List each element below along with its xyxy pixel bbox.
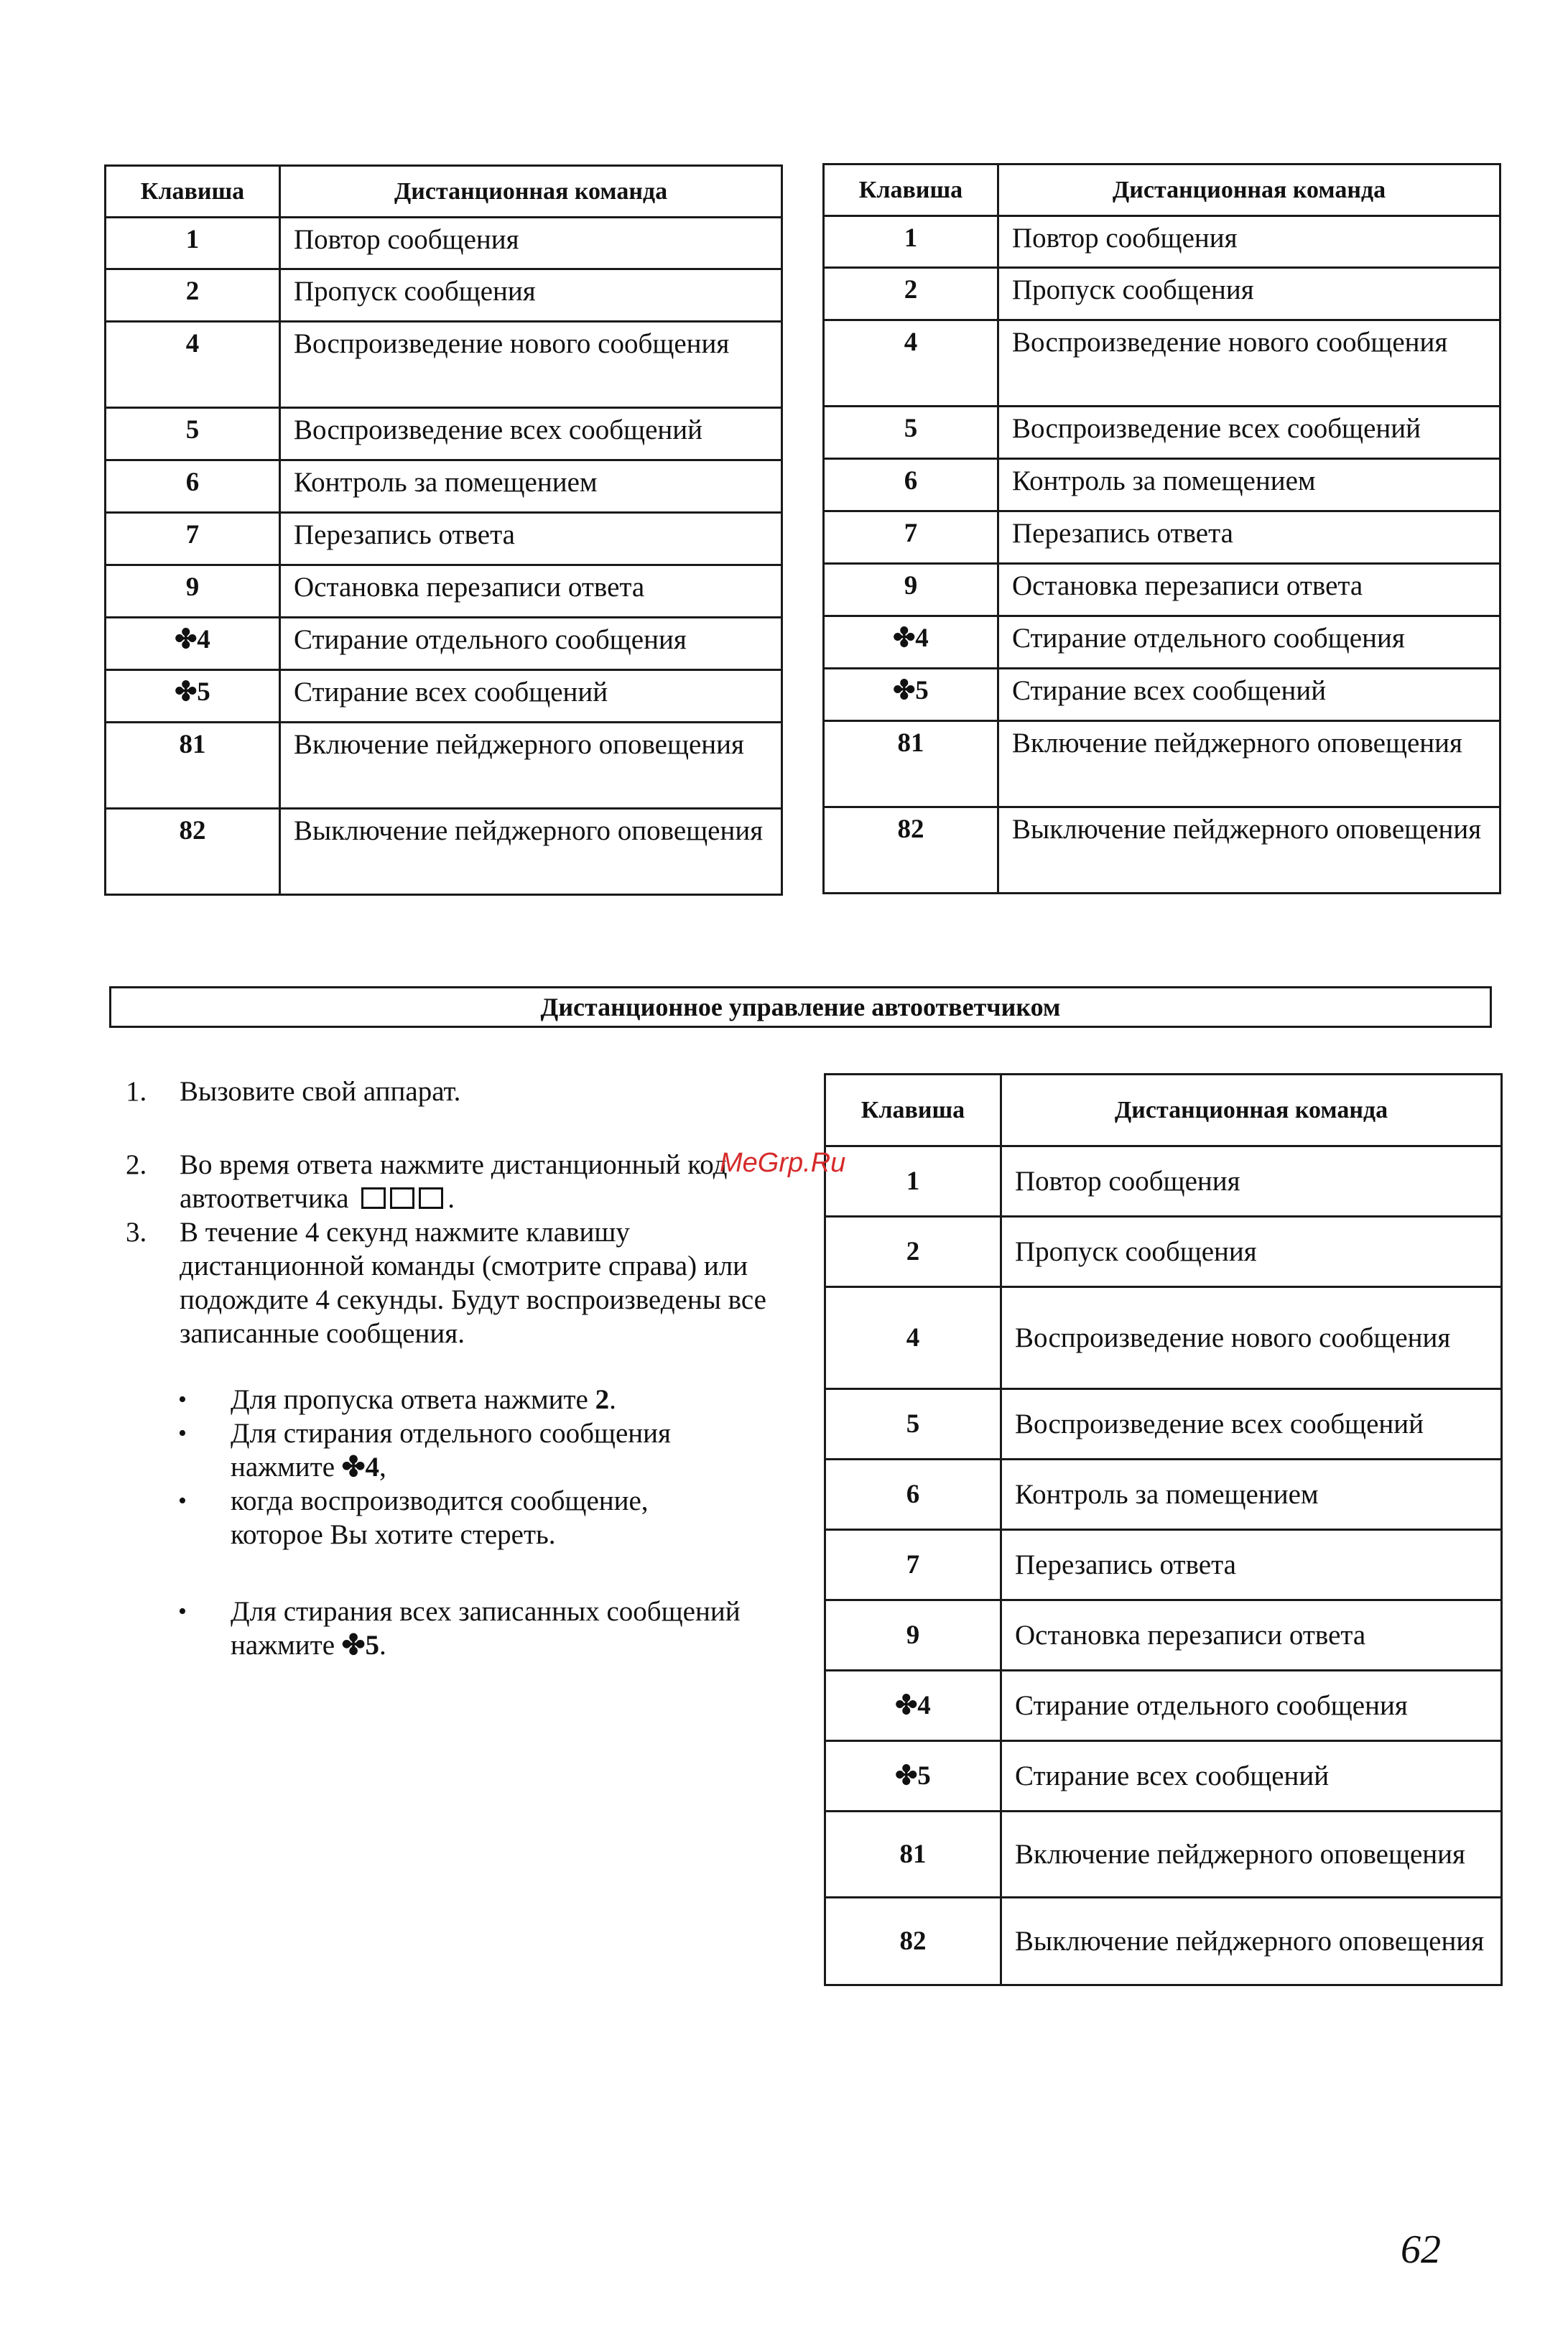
table-row (824, 459, 1500, 511)
key-cell: 1 (106, 218, 280, 269)
commands-table-right (822, 163, 1501, 894)
key-cell: ✤5 (106, 670, 280, 723)
step-text: Вызовите свой аппарат. (180, 1076, 461, 1107)
code-digit-box (419, 1187, 443, 1209)
table-row (824, 564, 1500, 616)
key-cell: 9 (106, 565, 280, 618)
command-cell: Воспроизведение всех сообщений (1001, 1389, 1502, 1460)
key-emphasis: ✤5 (341, 1630, 379, 1661)
table-row (106, 513, 782, 565)
table-row (106, 723, 782, 809)
table-row (824, 807, 1500, 894)
command-cell: Воспроизведение нового сообщения (280, 322, 782, 408)
key-cell: 4 (825, 1287, 1001, 1389)
table-row (106, 322, 782, 408)
watermark: MeGrp.Ru (720, 1148, 846, 1178)
command-cell: Пропуск сообщения (280, 269, 782, 322)
table-row (825, 1898, 1502, 1985)
bullet-text: Для стирания отдельного сообщения нажмите (231, 1418, 671, 1483)
step-number: 2. (126, 1149, 147, 1180)
table-row (824, 511, 1500, 564)
command-cell: Выключение пейджерного оповещения (1001, 1898, 1502, 1985)
key-cell: ✤4 (825, 1671, 1001, 1741)
command-cell: Стирание всех сообщений (998, 669, 1500, 721)
instructions (122, 1075, 776, 1662)
list-item (122, 1383, 776, 1416)
table-row (106, 565, 782, 618)
step-text: В течение 4 секунд нажмите клавишу дистанционной команды (смотрите справа) или подождите 4 секунды. Будут воспроизведены все записанные сообщения. (180, 1217, 766, 1349)
step-2 (122, 1148, 776, 1215)
table-row (825, 1389, 1502, 1460)
table-row (106, 809, 782, 895)
step-3 (122, 1215, 776, 1350)
key-cell: 81 (824, 721, 998, 807)
header-command: Дистанционная команда (1001, 1075, 1502, 1146)
bullet-after: . (609, 1384, 616, 1415)
step-text: Во время ответа нажмите дистанционный код автоответчика (180, 1149, 728, 1214)
command-cell: Выключение пейджерного оповещения (280, 809, 782, 895)
table-row (106, 218, 782, 269)
command-cell: Перезапись ответа (998, 511, 1500, 564)
commands-table-bottom (824, 1073, 1503, 1986)
table-row (825, 1217, 1502, 1287)
key-cell: 9 (824, 564, 998, 616)
table-row (825, 1460, 1502, 1530)
command-cell: Стирание отдельного сообщения (998, 616, 1500, 669)
key-cell: 7 (824, 511, 998, 564)
header-command: Дистанционная команда (998, 164, 1500, 216)
page-number: 62 (1401, 2227, 1441, 2272)
table-row (825, 1741, 1502, 1812)
key-cell: 5 (825, 1389, 1001, 1460)
bullet-list (122, 1383, 776, 1662)
command-cell: Остановка перезаписи ответа (998, 564, 1500, 616)
command-cell: Повтор сообщения (998, 216, 1500, 268)
command-cell: Перезапись ответа (1001, 1530, 1502, 1600)
key-cell: 9 (825, 1600, 1001, 1671)
command-cell: Пропуск сообщения (1001, 1217, 1502, 1287)
bullet-text: когда воспроизводится сообщение, которое Вы хотите стереть. (231, 1485, 649, 1550)
command-cell: Включение пейджерного оповещения (1001, 1812, 1502, 1898)
command-cell: Пропуск сообщения (998, 268, 1500, 320)
header-key: Клавиша (106, 166, 280, 218)
bullet-text: Для пропуска ответа нажмите (231, 1384, 588, 1415)
header-key: Клавиша (825, 1075, 1001, 1146)
key-emphasis: 2 (595, 1384, 610, 1415)
key-cell: 82 (825, 1898, 1001, 1985)
command-cell: Воспроизведение нового сообщения (998, 320, 1500, 407)
command-cell: Контроль за помещением (1001, 1460, 1502, 1530)
key-cell: 5 (106, 408, 280, 460)
command-cell: Включение пейджерного оповещения (998, 721, 1500, 807)
key-cell: 7 (825, 1530, 1001, 1600)
bullet-icon: • (178, 1488, 187, 1514)
header-command: Дистанционная команда (280, 166, 782, 218)
remote-code (361, 1183, 447, 1214)
table-row (824, 320, 1500, 407)
key-cell: 4 (106, 322, 280, 408)
key-cell: 81 (825, 1812, 1001, 1898)
command-cell: Стирание всех сообщений (280, 670, 782, 723)
table-row (825, 1530, 1502, 1600)
bullet-after: . (379, 1630, 386, 1661)
bullet-icon: • (178, 1386, 187, 1413)
table-row (825, 1600, 1502, 1671)
section-title: Дистанционное управление автоответчиком (109, 986, 1492, 1028)
key-emphasis: ✤4 (341, 1452, 379, 1483)
table-row (824, 216, 1500, 268)
command-cell: Перезапись ответа (280, 513, 782, 565)
key-cell: 2 (825, 1217, 1001, 1287)
table-row (106, 269, 782, 322)
table-row (824, 669, 1500, 721)
command-cell: Остановка перезаписи ответа (280, 565, 782, 618)
step-number: 1. (126, 1076, 147, 1107)
command-cell: Контроль за помещением (998, 459, 1500, 511)
key-cell: 2 (106, 269, 280, 322)
command-cell: Повтор сообщения (1001, 1146, 1502, 1217)
command-cell: Воспроизведение нового сообщения (1001, 1287, 1502, 1389)
command-cell: Воспроизведение всех сообщений (280, 408, 782, 460)
key-cell: 6 (824, 459, 998, 511)
table-row (824, 721, 1500, 807)
code-digit-box (390, 1187, 414, 1209)
command-cell: Включение пейджерного оповещения (280, 723, 782, 809)
list-item (122, 1484, 776, 1552)
command-cell: Воспроизведение всех сообщений (998, 407, 1500, 459)
command-cell: Стирание отдельного сообщения (1001, 1671, 1502, 1741)
command-cell: Повтор сообщения (280, 218, 782, 269)
step-number: 3. (126, 1217, 147, 1248)
key-cell: 7 (106, 513, 280, 565)
key-cell: ✤4 (106, 618, 280, 670)
step-1 (122, 1075, 776, 1108)
key-cell: 5 (824, 407, 998, 459)
commands-table-left (104, 164, 783, 896)
command-cell: Стирание всех сообщений (1001, 1741, 1502, 1812)
command-cell: Контроль за помещением (280, 460, 782, 513)
key-cell: ✤5 (824, 669, 998, 721)
bullet-text: Для стирания всех записанных сообщений нажмите (231, 1596, 741, 1661)
key-cell: 4 (824, 320, 998, 407)
table-row (825, 1671, 1502, 1741)
table-row (825, 1812, 1502, 1898)
key-cell: 6 (106, 460, 280, 513)
command-cell: Стирание отдельного сообщения (280, 618, 782, 670)
list-item (122, 1595, 776, 1662)
step-text-suffix: . (447, 1183, 455, 1214)
bullet-after: , (379, 1452, 386, 1483)
code-digit-box (361, 1187, 386, 1209)
key-cell: 1 (824, 216, 998, 268)
key-cell: 81 (106, 723, 280, 809)
table-row (824, 268, 1500, 320)
table-row (824, 616, 1500, 669)
command-cell: Выключение пейджерного оповещения (998, 807, 1500, 894)
key-cell: 2 (824, 268, 998, 320)
bullet-icon: • (178, 1598, 187, 1625)
key-cell: 1 (825, 1146, 1001, 1217)
key-cell: ✤5 (825, 1741, 1001, 1812)
table-row (106, 460, 782, 513)
key-cell: ✤4 (824, 616, 998, 669)
list-item (122, 1416, 776, 1484)
table-row (824, 407, 1500, 459)
command-cell: Остановка перезаписи ответа (1001, 1600, 1502, 1671)
key-cell: 82 (106, 809, 280, 895)
key-cell: 6 (825, 1460, 1001, 1530)
key-cell: 82 (824, 807, 998, 894)
table-row (106, 408, 782, 460)
table-row (825, 1287, 1502, 1389)
header-key: Клавиша (824, 164, 998, 216)
table-row (106, 618, 782, 670)
table-row (825, 1146, 1502, 1217)
table-row (106, 670, 782, 723)
bullet-icon: • (178, 1420, 187, 1447)
